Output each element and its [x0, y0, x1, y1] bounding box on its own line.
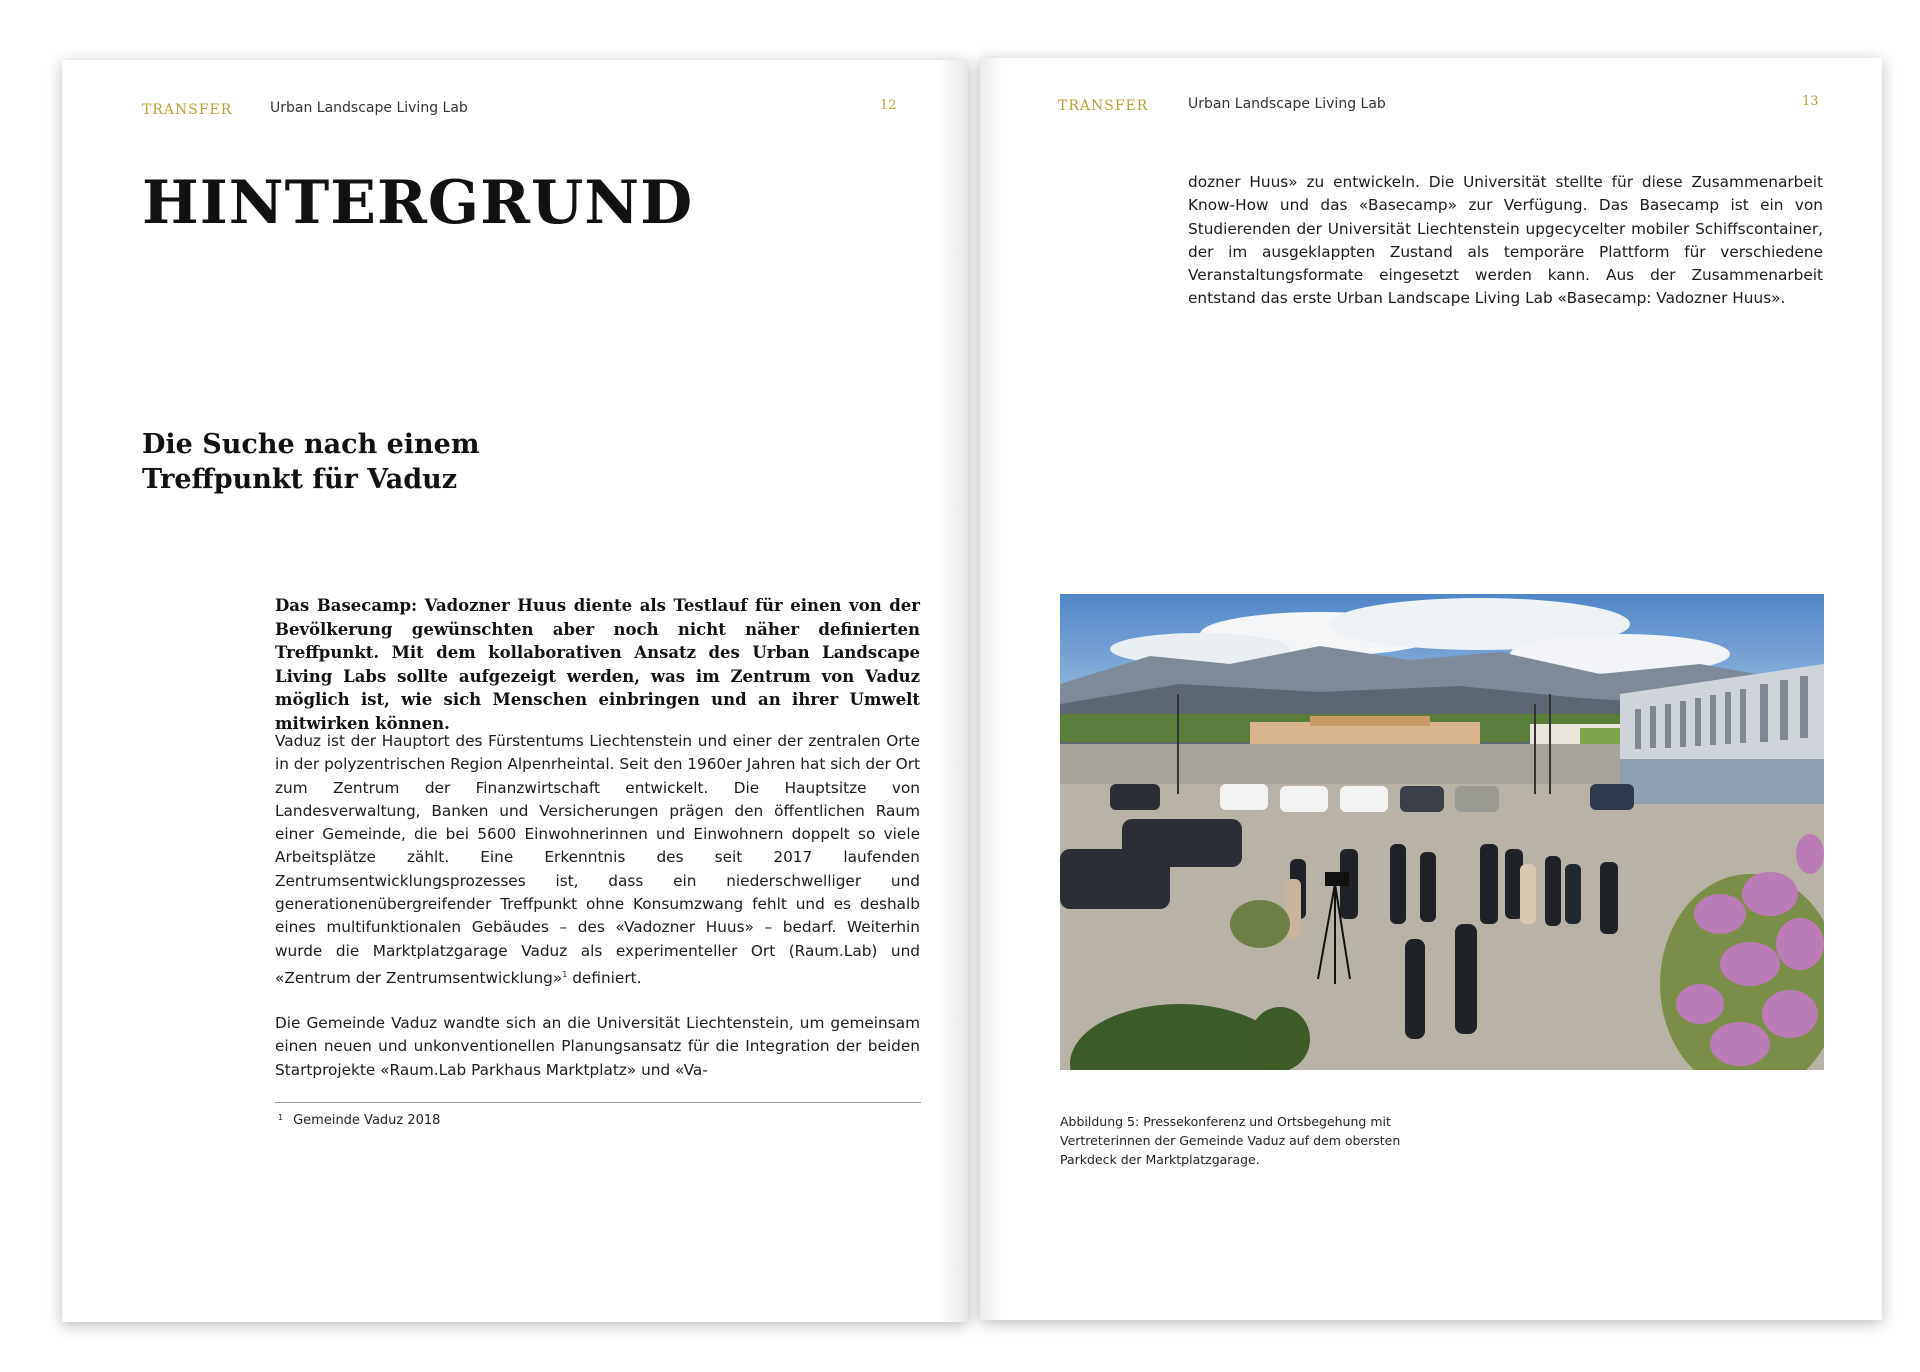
lead-paragraph: Das Basecamp: Vadozner Huus diente als Testlauf für einen von der Bevölkerung gewünschten aber noch nicht näher definierten Treffpunkt. Mit dem kollaborativen Ansatz des Urban Landscape Living Labs sollte aufgezeigt werden, was im Zentrum von Vaduz möglich ist, wie sich Menschen einbringen und an ihrer Umwelt mitwirken können. — [275, 596, 920, 733]
footnote-text: Gemeinde Vaduz 2018 — [293, 1113, 441, 1128]
section-subheading: Die Suche nach einem Treffpunkt für Vaduz — [142, 429, 480, 495]
footnote-number: 1 — [278, 1113, 284, 1122]
body-paragraph: dozner Huus» zu entwickeln. Die Universität stellte für diese Zusammenarbeit Know-How und das «Basecamp» zur Verfügung. Das Basecamp ist ein von Studierenden der Universität Liechtenstein upgecycelter mobiler Schiffscontainer, der im ausgeklappten Zustand als temporäre Plattform für verschiedene Veranstaltungsformate eingesetzt werden kann. Aus der Zusammenarbeit entstand das erste Urban Landscape Living Lab «Basecamp: Vadozner Huus». — [1188, 173, 1823, 308]
press-conference-photo — [1060, 594, 1824, 1070]
footnote — [278, 1113, 440, 1128]
photo-illustration — [1060, 594, 1824, 1070]
running-header-kicker: TRANSFER — [142, 102, 233, 118]
body-paragraph-text: Vaduz ist der Hauptort des Fürstentums Liechtenstein und einer der zentralen Orte in der polyzentrischen Region Alpenrheintal. Seit den 1960er Jahren hat sich der Ort zum Zentrum der Finanzwirtschaft entwickelt. Die Hauptsitze von Landesverwaltung, Banken und Versicherungen prägen den öffentlichen Raum einer Gemeinde, die bei 5600 Einwohnerinnen und Einwohnern doppelt so viele Arbeitsplätze zählt. Eine Erkenntnis des seit 2017 laufenden Zentrumsentwicklungsprozesses ist, dass ein niederschwelliger und generationenübergreifender Treffpunkt ohne Konsumzwang fehlt und es deshalb eines multifunktionalen Gebäudes – des «Vadozner Huus» – bedarf. Weiterhin wurde die Marktplatzgarage Vaduz als experimenteller Ort (Raum.Lab) und «Zentrum der Zentrumsentwicklung» — [275, 732, 920, 988]
right-page — [980, 58, 1882, 1320]
running-header-title: Urban Landscape Living Lab — [1188, 96, 1386, 112]
body-paragraph-text: definiert. — [567, 969, 642, 988]
body-paragraph: Die Gemeinde Vaduz wandte sich an die Universität Liechtenstein, um gemeinsam einen neuen und unkonventionellen Planungsansatz für die Integration der beiden Startprojekte «Raum.Lab Parkhaus Marktplatz» und «Va- — [275, 1014, 920, 1079]
footnote-reference: 1 — [562, 969, 568, 979]
page-heading: HINTERGRUND — [142, 168, 694, 238]
body-paragraph — [275, 730, 920, 990]
page-number: 13 — [1802, 94, 1819, 109]
gutter-shadow — [938, 60, 968, 1322]
photo-caption: Abbildung 5: Pressekonferenz und Ortsbegehung mit Vertreterinnen der Gemeinde Vaduz auf dem obersten Parkdeck der Marktplatzgarage. — [1060, 1114, 1401, 1167]
gutter-shadow — [980, 58, 1002, 1320]
running-header-title: Urban Landscape Living Lab — [270, 100, 468, 116]
page-number: 12 — [880, 98, 897, 113]
left-page — [62, 60, 968, 1322]
footnote-divider — [275, 1102, 921, 1103]
running-header-kicker: TRANSFER — [1058, 98, 1149, 114]
